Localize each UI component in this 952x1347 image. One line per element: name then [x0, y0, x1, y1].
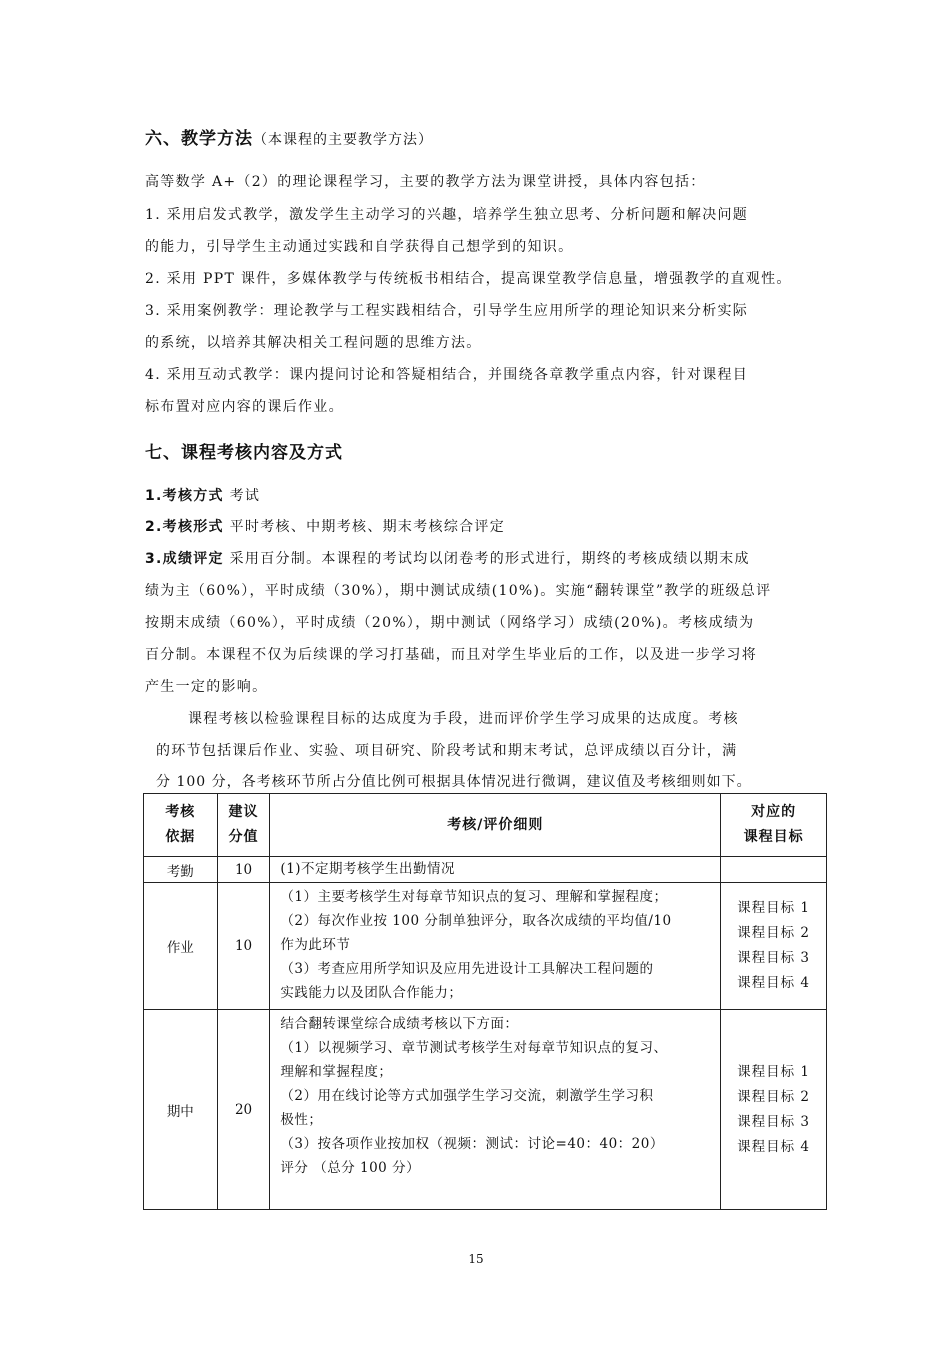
row-basis: 考勤	[144, 857, 218, 883]
header-score	[217, 794, 270, 857]
goal-line: 课程目标 2	[737, 925, 811, 941]
detail-line: 结合翻转课堂综合成绩考核以下方面：	[280, 1016, 519, 1032]
header-goal	[721, 794, 827, 857]
page-number: 15	[468, 1252, 484, 1266]
detail-line: （1）主要考核学生对每章节知识点的复习、理解和掌握程度；	[280, 889, 668, 905]
goal-line: 课程目标 1	[737, 900, 811, 916]
header-score-line: 建议	[228, 804, 259, 820]
section6-line: 4. 采用互动式教学：课内提问讨论和答疑相结合，并围绕各章教学重点内容，针对课程目	[145, 367, 749, 383]
goal-line: 课程目标 3	[737, 950, 811, 966]
assessment-method-text: 考试	[229, 488, 261, 504]
section6-line: 的系统，以培养其解决相关工程问题的思维方法。	[145, 335, 482, 351]
header-basis	[144, 794, 218, 857]
goal-line: 课程目标 1	[737, 1063, 811, 1080]
header-detail: 考核/评价细则	[270, 794, 721, 857]
grading-line: 绩为主（60%），平时成绩（30%），期中测试成绩(10%)。实施“翻转课堂”教学的班级总评	[145, 583, 772, 599]
goal-line: 课程目标 4	[737, 1138, 811, 1155]
assessment-table	[143, 793, 827, 1210]
detail-line: 实践能力以及团队合作能力；	[280, 985, 463, 1001]
section6-line: 的能力，引导学生主动通过实践和自学获得自己想学到的知识。	[145, 239, 574, 255]
row-goals	[721, 857, 827, 883]
section6-line: 1. 采用启发式教学，激发学生主动学习的兴趣，培养学生独立思考、分析问题和解决问题	[145, 207, 749, 223]
row-detail	[270, 857, 721, 883]
goal-line: 课程目标 3	[737, 1113, 811, 1130]
assessment-form-label: 2.考核形式	[145, 519, 224, 535]
assessment-form-text: 平时考核、中期考核、期末考核综合评定	[229, 519, 506, 535]
table-row	[144, 857, 827, 883]
section6-line: 2. 采用 PPT 课件，多媒体教学与传统板书相结合，提高课堂教学信息量，增强教学的直观性。	[145, 271, 792, 287]
detail-line: 评分 （总分 100 分）	[280, 1160, 421, 1176]
assessment-method-label: 1.考核方式	[145, 488, 224, 504]
section6-line: 3. 采用案例教学：理论教学与工程实践相结合，引导学生应用所学的理论知识来分析实际	[145, 303, 749, 319]
section6-note: （本课程的主要教学方法）	[253, 132, 433, 148]
row-goals	[721, 1010, 827, 1210]
section7-heading: 七、课程考核内容及方式	[145, 443, 343, 463]
row-basis: 期中	[144, 1010, 218, 1210]
grading-text: 采用百分制。本课程的考试均以闭卷考的形式进行，期终的考核成绩以期末成	[229, 551, 750, 567]
grading	[145, 548, 750, 568]
detail-line: （2）用在线讨论等方式加强学生学习交流，刺激学生学习积	[280, 1088, 654, 1104]
row-score: 10	[217, 883, 270, 1010]
detail-line: 极性；	[280, 1112, 323, 1128]
detail-line: （3）按各项作业按加权（视频：测试：讨论=40：40：20）	[280, 1136, 664, 1152]
header-score-line: 分值	[228, 829, 259, 845]
goal-line: 课程目标 4	[737, 975, 811, 991]
grading-line: 百分制。本课程不仅为后续课的学习打基础，而且对学生毕业后的工作，以及进一步学习将	[145, 647, 757, 663]
detail-line: （3）考查应用所学知识及应用先进设计工具解决工程问题的	[280, 961, 654, 977]
detail-line: (1)不定期考核学生出勤情况	[280, 861, 456, 877]
row-score: 10	[217, 857, 270, 883]
row-detail	[270, 1010, 721, 1210]
assessment-para-line: 的环节包括课后作业、实验、项目研究、阶段考试和期末考试，总评成绩以百分计，满	[156, 743, 738, 759]
detail-line: 作为此环节	[280, 937, 351, 953]
section6-title: 六、教学方法	[145, 129, 253, 149]
detail-line: （2）每次作业按 100 分制单独评分，取各次成绩的平均值/10	[280, 913, 672, 929]
grading-line: 产生一定的影响。	[145, 679, 268, 695]
grading-label: 3.成绩评定	[145, 551, 224, 567]
header-goal-line: 课程目标	[743, 829, 804, 845]
row-score: 20	[217, 1010, 270, 1210]
row-detail	[270, 883, 721, 1010]
section6-heading	[145, 124, 433, 149]
section6-line: 标布置对应内容的课后作业。	[145, 399, 344, 415]
assessment-para-line: 课程考核以检验课程目标的达成度为手段，进而评价学生学习成果的达成度。考核	[188, 711, 739, 727]
assessment-method	[145, 485, 260, 505]
row-basis: 作业	[144, 883, 218, 1010]
goal-line: 课程目标 2	[737, 1088, 811, 1105]
table-row	[144, 1010, 827, 1210]
row-goals	[721, 883, 827, 1010]
grading-line: 按期末成绩（60%），平时成绩（20%），期中测试（网络学习）成绩(20%)。考核成绩为	[145, 615, 755, 631]
assessment-form	[145, 516, 505, 536]
header-basis-line: 考核	[165, 804, 196, 820]
header-basis-line: 依据	[165, 829, 196, 845]
section6-line: 高等数学 A+（2）的理论课程学习，主要的教学方法为课堂讲授，具体内容包括：	[145, 174, 706, 190]
assessment-para-line: 分 100 分，各考核环节所占分值比例可根据具体情况进行微调，建议值及考核细则如下。	[156, 774, 752, 790]
detail-line: （1）以视频学习、章节测试考核学生对每章节知识点的复习、	[280, 1040, 668, 1056]
table-row	[144, 883, 827, 1010]
table-header-row	[144, 794, 827, 857]
detail-line: 理解和掌握程度；	[280, 1064, 393, 1080]
header-goal-line: 对应的	[751, 804, 797, 820]
